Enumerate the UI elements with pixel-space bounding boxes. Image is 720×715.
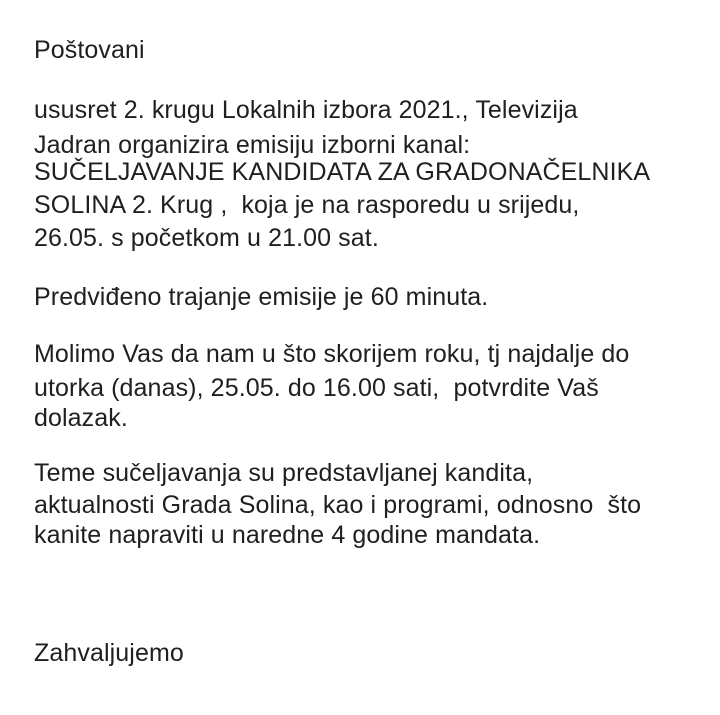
paragraph-4-line-3: kanite napraviti u naredne 4 godine mandata. (34, 521, 541, 549)
paragraph-1-line-4: SOLINA 2. Krug , koja je na rasporedu u srijedu, (34, 191, 580, 219)
paragraph-4-line-1: Teme sučeljavanja su predstavljanej kandita, (34, 459, 534, 487)
paragraph-1-line-3: SUČELJAVANJE KANDIDATA ZA GRADONAČELNIKA (34, 158, 651, 186)
paragraph-1-line-2: Jadran organizira emisiju izborni kanal: (34, 131, 471, 159)
paragraph-3-line-2: utorka (danas), 25.05. do 16.00 sati, potvrdite Vaš (34, 374, 599, 402)
paragraph-1-line-5: 26.05. s početkom u 21.00 sat. (34, 224, 379, 252)
closing-text: Zahvaljujemo (34, 639, 184, 667)
paragraph-2-line-1: Predviđeno trajanje emisije je 60 minuta. (34, 283, 489, 311)
paragraph-4-line-2: aktualnosti Grada Solina, kao i programi, odnosno što (34, 491, 642, 519)
paragraph-1-line-1: ususret 2. krugu Lokalnih izbora 2021., Televizija (34, 96, 578, 124)
paragraph-3-line-1: Molimo Vas da nam u što skorijem roku, tj najdalje do (34, 340, 630, 368)
paragraph-3-line-3: dolazak. (34, 404, 128, 432)
greeting-text: Poštovani (34, 36, 145, 64)
